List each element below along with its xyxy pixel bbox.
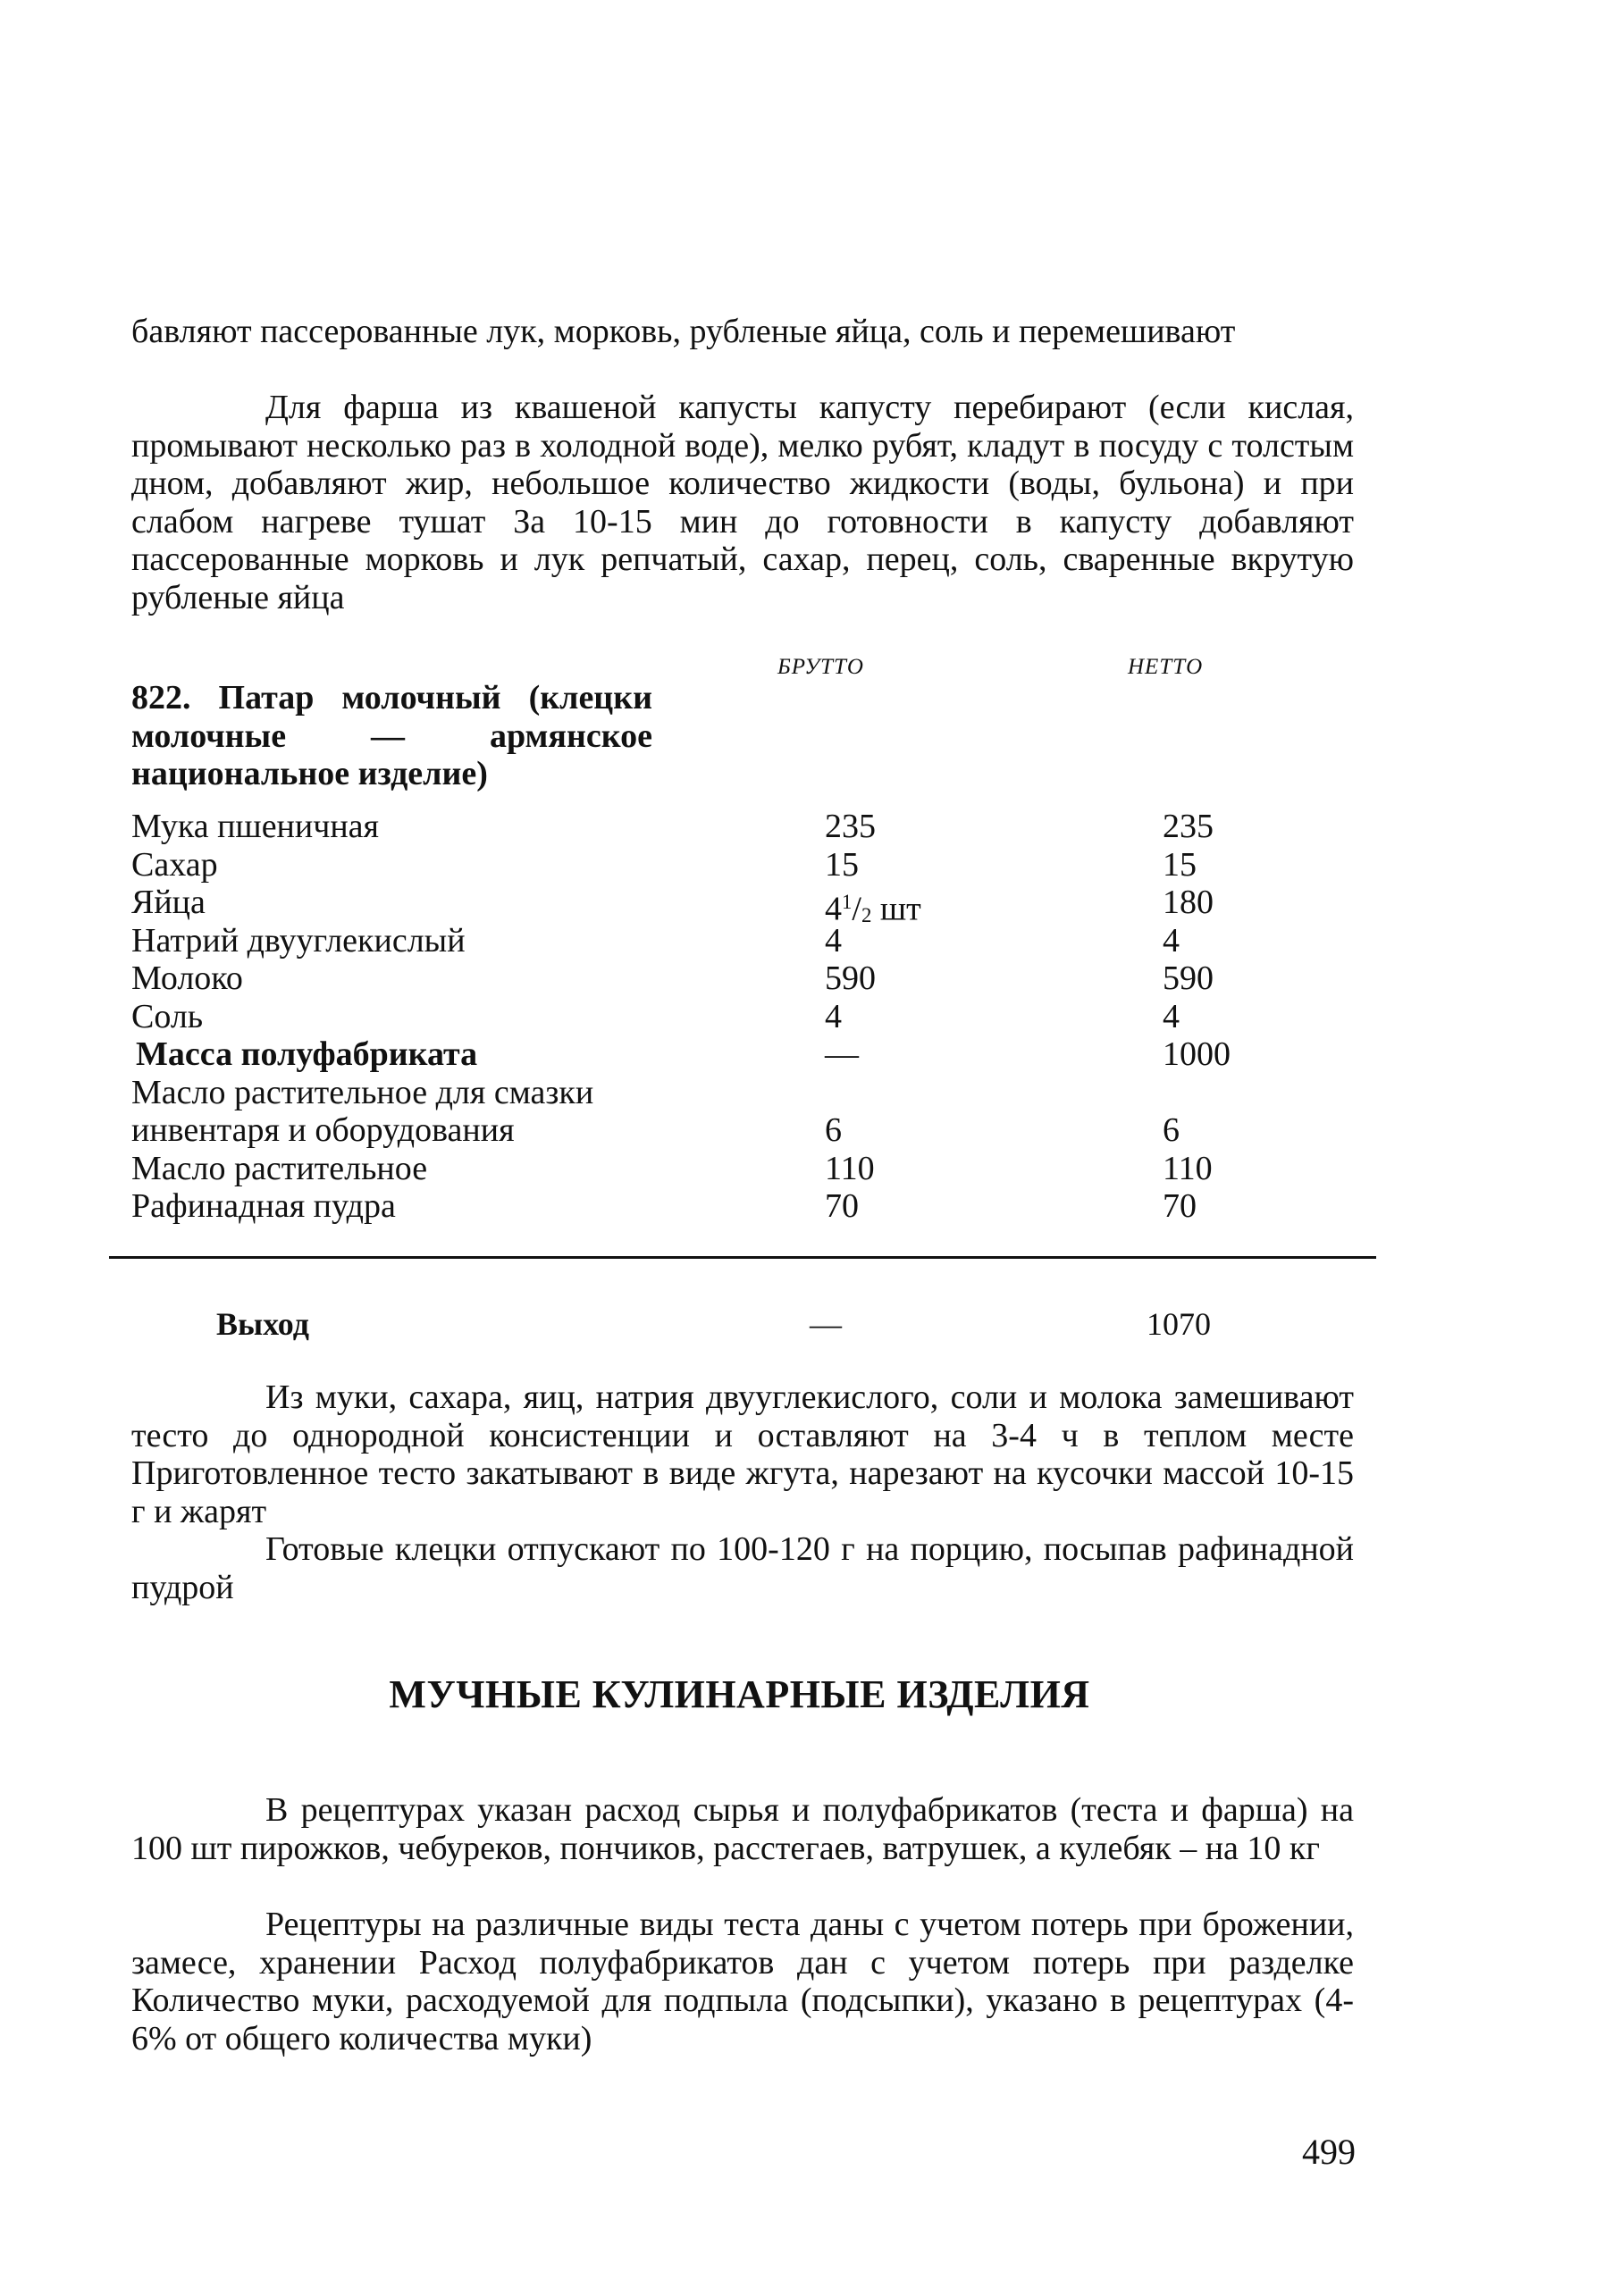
intro-paragraph-2: Для фарша из квашеной капусты капусту перебирают (если кислая, промывают несколько раз в холодной воде), мелко рубят, кладут в посуду с толстым дном, добавляют жир, небольшое количество жидкости (воды, бульона) и при слабом нагреве тушат За 10-15 мин до готовности в капусту добавляют пассерованные морковь и лук репчатый, сахар, перец, соль, сваренные вкрутую рубленые яйца <box>131 389 1354 616</box>
fraction-numerator: 1 <box>842 891 853 913</box>
ingredient-row <box>131 959 1293 998</box>
ingredient-netto: 110 <box>1163 1149 1213 1187</box>
ingredient-row <box>131 922 1293 960</box>
ingredient-netto: 70 <box>1163 1187 1197 1225</box>
ingredient-row <box>131 1150 1293 1188</box>
ingredient-netto: 1000 <box>1163 1035 1231 1073</box>
ingredient-name: Соль <box>131 997 204 1035</box>
ingredient-name: Мука пшеничная <box>131 808 380 845</box>
ingredient-row <box>131 998 1293 1036</box>
ingredient-brutto: 15 <box>825 845 859 884</box>
recipe-title: 822. Патар молочный (клецки молочные — армянское национальное изделие) <box>131 679 652 792</box>
column-header-brutto: БРУТТО <box>777 655 864 679</box>
ingredient-row <box>131 1111 1293 1150</box>
ingredient-name: Сахар <box>131 845 218 884</box>
page-number: 499 <box>1302 2132 1356 2172</box>
ingredient-name: Масса полуфабриката <box>136 1035 478 1073</box>
section-paragraph-1: В рецептурах указан расход сырья и полуфабрикатов (теста и фарша) на 100 шт пирожков, чебуреков, пончиков, расстегаев, ватрушек, а кулебяк – на 10 кг <box>131 1791 1354 1867</box>
section-title: МУЧНЫЕ КУЛИНАРНЫЕ ИЗДЕЛИЯ <box>389 1672 1090 1716</box>
ingredient-row <box>131 884 1293 928</box>
ingredient-row <box>131 1074 1293 1112</box>
ingredient-netto: 180 <box>1163 884 1214 921</box>
ingredient-row <box>131 1187 1293 1226</box>
ingredient-brutto: 235 <box>825 808 876 845</box>
yield-label: Выход <box>216 1306 309 1342</box>
ingredient-brutto: $4^1/_2$ шт <box>825 890 921 928</box>
ingredient-row <box>131 846 1293 884</box>
ingredient-netto: 6 <box>1163 1111 1180 1149</box>
yield-brutto: — <box>810 1306 842 1342</box>
method-paragraph-1: Из муки, сахара, яиц, натрия двууглекислого, соли и молока замешивают тесто до однородной консистенции и оставляют на 3-4 ч в теплом месте Приготовленное тесто закатывают в виде жгута, нарезают на кусочки массой 10-15 г и жарят <box>131 1378 1354 1530</box>
column-header-netto: НЕТТО <box>1128 655 1204 679</box>
ingredient-brutto: 6 <box>825 1111 842 1149</box>
ingredient-netto: 4 <box>1163 997 1180 1035</box>
table-divider <box>109 1256 1376 1259</box>
ingredient-brutto: — <box>825 1035 859 1073</box>
ingredient-row <box>131 808 1293 846</box>
ingredient-brutto: 590 <box>825 959 876 997</box>
fraction-denominator: 2 <box>861 903 872 926</box>
ingredient-netto: 15 <box>1163 845 1197 884</box>
yield-row <box>0 1305 1251 1343</box>
ingredient-name: Яйца <box>131 884 206 921</box>
ingredient-brutto: 110 <box>825 1149 875 1187</box>
ingredient-row-subtotal <box>131 1035 1293 1074</box>
ingredient-brutto: 70 <box>825 1187 859 1225</box>
intro-paragraph-1: бавляют пассерованные лук, морковь, рубленые яйца, соль и перемешивают <box>131 313 1236 350</box>
ingredient-name: Натрий двууглекислый <box>131 921 466 959</box>
ingredient-name: Масло растительное <box>131 1149 428 1187</box>
method-paragraph-2: Готовые клецки отпускают по 100-120 г на порцию, посыпав рафинадной пудрой <box>131 1530 1354 1606</box>
yield-netto: 1070 <box>1147 1306 1211 1342</box>
section-paragraph-2: Рецептуры на различные виды теста даны с учетом потерь при брожении, замесе, хранении Расход полуфабрикатов дан с учетом потерь при разделке Количество муки, расходуемой для подпыла (подсыпки), указано в рецептурах (4-6% от общего количества муки) <box>131 1906 1354 2057</box>
brutto-whole: 4 <box>825 890 842 928</box>
ingredient-netto: 4 <box>1163 921 1180 959</box>
ingredient-name: Рафинадная пудра <box>131 1187 396 1225</box>
brutto-unit: шт <box>871 890 921 928</box>
ingredient-netto: 235 <box>1163 808 1214 845</box>
ingredient-name-line2: инвентаря и оборудования <box>131 1111 515 1149</box>
ingredient-brutto: 4 <box>825 921 842 959</box>
ingredient-brutto: 4 <box>825 997 842 1035</box>
ingredient-name: Молоко <box>131 959 243 997</box>
ingredient-netto: 590 <box>1163 959 1214 997</box>
ingredient-name-line1: Масло растительное для смазки <box>131 1073 594 1111</box>
ingredient-table <box>131 808 1293 1226</box>
